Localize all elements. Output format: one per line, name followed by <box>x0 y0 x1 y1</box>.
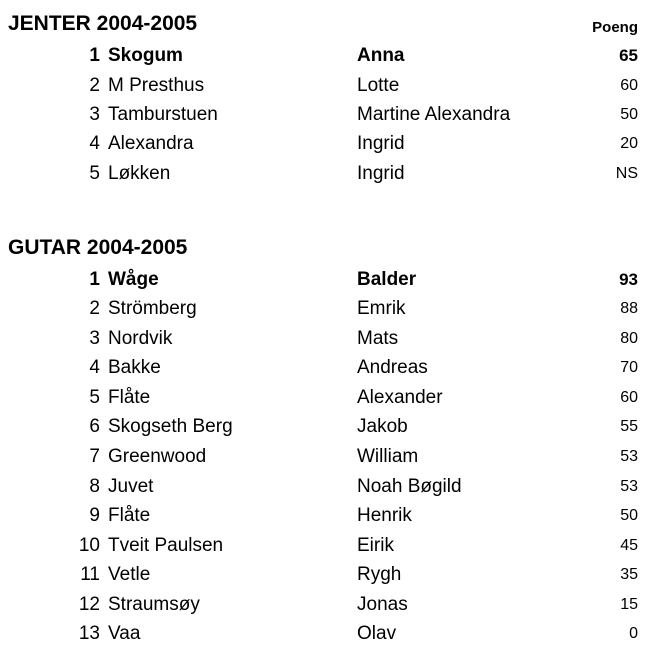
surname-cell: Tamburstuen <box>108 104 218 125</box>
table-row <box>0 473 660 501</box>
rank-cell: 10 <box>78 535 100 556</box>
table-row <box>0 384 660 412</box>
table-row <box>0 532 660 560</box>
rank-cell: 4 <box>89 133 100 154</box>
surname-cell: Greenwood <box>108 446 207 467</box>
table-row <box>0 354 660 382</box>
firstname-cell: Lotte <box>357 75 400 96</box>
rank-cell: 3 <box>89 104 100 125</box>
surname-cell: M Presthus <box>108 75 205 96</box>
surname-cell: Løkken <box>108 163 171 184</box>
table-row <box>0 561 660 589</box>
points-cell: 53 <box>620 448 638 465</box>
rank-cell: 12 <box>78 594 100 615</box>
firstname-cell: Andreas <box>357 357 428 378</box>
points-cell: 45 <box>620 537 638 554</box>
table-row <box>0 591 660 619</box>
table-row <box>0 502 660 530</box>
surname-cell: Skogum <box>108 45 183 66</box>
firstname-cell: Ingrid <box>357 163 405 184</box>
rank-cell: 1 <box>89 45 100 66</box>
rank-cell: 3 <box>89 328 100 349</box>
surname-cell: Vetle <box>108 564 151 585</box>
surname-cell: Wåge <box>108 269 159 290</box>
rank-cell: 2 <box>89 75 100 96</box>
points-cell: 70 <box>620 359 638 376</box>
points-cell: 15 <box>620 596 638 613</box>
firstname-cell: Balder <box>357 269 417 290</box>
rank-cell: 9 <box>89 505 100 526</box>
section-title-jenter: JENTER 2004-2005 <box>8 12 198 35</box>
firstname-cell: Rygh <box>357 564 402 585</box>
rank-cell: 5 <box>89 387 100 408</box>
firstname-cell: Jakob <box>357 416 408 437</box>
firstname-cell: Eirik <box>357 535 394 556</box>
surname-cell: Flåte <box>108 387 151 408</box>
table-row <box>0 295 660 323</box>
firstname-cell: Emrik <box>357 298 406 319</box>
points-cell: 20 <box>620 135 638 152</box>
rank-cell: 4 <box>89 357 100 378</box>
rank-cell: 1 <box>89 269 100 290</box>
points-cell: 60 <box>620 389 638 406</box>
rank-cell: 6 <box>89 416 100 437</box>
table-row <box>0 130 660 158</box>
points-cell: 50 <box>620 106 638 123</box>
surname-cell: Nordvik <box>108 328 173 349</box>
firstname-cell: Jonas <box>357 594 408 615</box>
surname-cell: Bakke <box>108 357 161 378</box>
firstname-cell: Noah Bøgild <box>357 476 462 497</box>
surname-cell: Skogseth Berg <box>108 416 233 437</box>
points-cell: 65 <box>619 46 638 65</box>
surname-cell: Juvet <box>108 476 154 497</box>
table-row <box>0 72 660 100</box>
firstname-cell: Martine Alexandra <box>357 104 511 125</box>
rank-cell: 5 <box>89 163 100 184</box>
firstname-cell: William <box>357 446 419 467</box>
table-row <box>0 266 660 294</box>
points-cell: 50 <box>620 507 638 524</box>
points-cell: 80 <box>620 330 638 347</box>
firstname-cell: Olav <box>357 623 397 644</box>
rank-cell: 11 <box>80 564 100 585</box>
surname-cell: Straumsøy <box>108 594 200 615</box>
firstname-cell: Henrik <box>357 505 412 526</box>
surname-cell: Vaa <box>108 623 141 644</box>
table-row <box>0 325 660 353</box>
points-cell: 60 <box>620 77 638 94</box>
points-column-header: Poeng <box>592 19 638 36</box>
firstname-cell: Mats <box>357 328 399 349</box>
rank-cell: 13 <box>78 623 100 644</box>
firstname-cell: Alexander <box>357 387 443 408</box>
firstname-cell: Ingrid <box>357 133 405 154</box>
rank-cell: 2 <box>89 298 100 319</box>
table-row <box>0 160 660 188</box>
rank-cell: 7 <box>89 446 100 467</box>
points-cell: 55 <box>620 418 638 435</box>
points-cell: 88 <box>620 300 638 317</box>
points-cell: 93 <box>619 270 638 289</box>
firstname-cell: Anna <box>357 45 405 66</box>
points-cell: NS <box>615 165 638 182</box>
surname-cell: Flåte <box>108 505 151 526</box>
table-row <box>0 42 660 70</box>
rank-cell: 8 <box>89 476 100 497</box>
surname-cell: Tveit Paulsen <box>108 535 224 556</box>
points-cell: 53 <box>620 478 638 495</box>
table-row <box>0 620 660 648</box>
table-row <box>0 443 660 471</box>
surname-cell: Strömberg <box>108 298 197 319</box>
table-row <box>0 101 660 129</box>
points-cell: 35 <box>620 566 638 583</box>
section-title-gutar: GUTAR 2004-2005 <box>8 236 188 259</box>
points-cell: 0 <box>629 625 638 642</box>
surname-cell: Alexandra <box>108 133 194 154</box>
table-row <box>0 413 660 441</box>
